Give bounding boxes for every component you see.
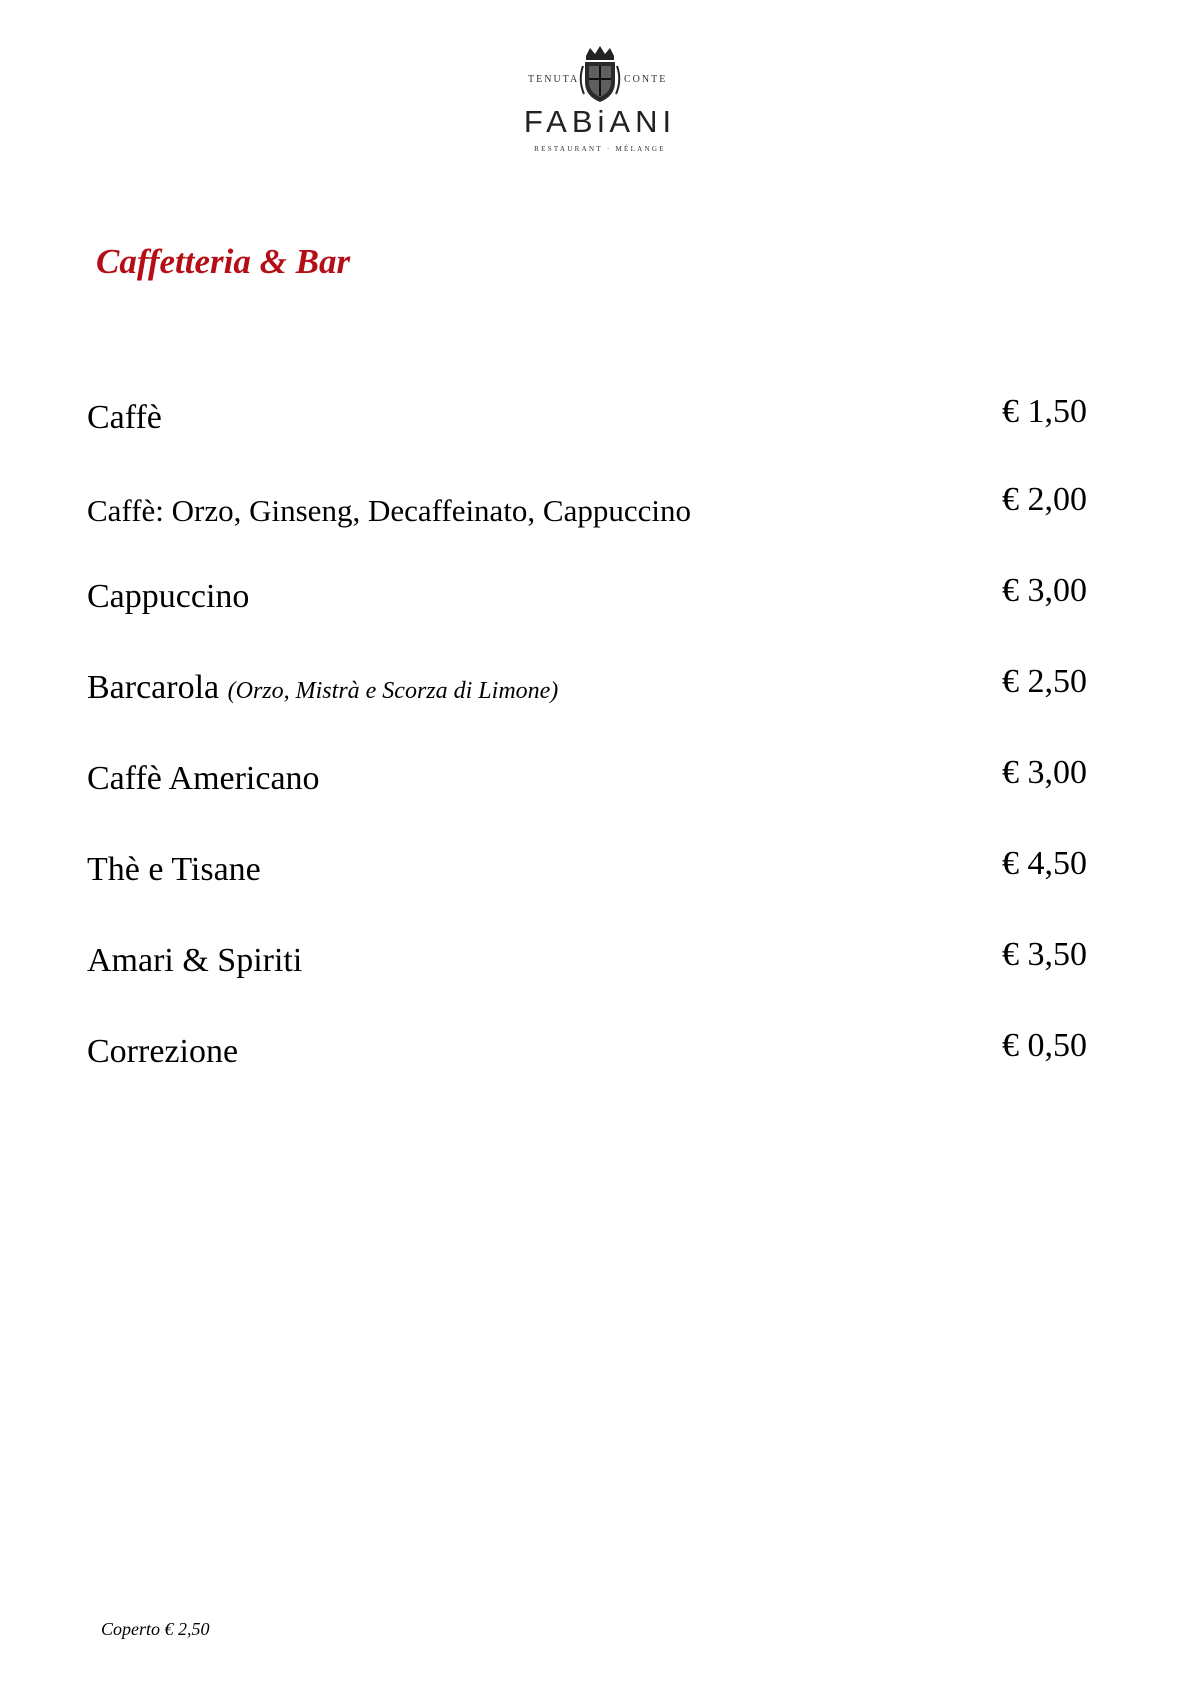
menu-item <box>87 754 1087 822</box>
menu-item-price: € 3,50 <box>1002 936 1087 973</box>
menu-item-name: Caffè Americano <box>87 760 320 797</box>
menu-item-name: Thè e Tisane <box>87 851 261 888</box>
logo-name: FABiANI <box>523 104 677 139</box>
menu-item-name: Caffè: Orzo, Ginseng, Decaffeinato, Cappuccino <box>87 493 692 528</box>
menu-item <box>87 1027 1087 1095</box>
restaurant-logo <box>510 46 690 158</box>
menu-item-price: € 3,00 <box>1002 572 1087 609</box>
menu-item-price: € 1,50 <box>1002 393 1087 430</box>
menu-item-name: Cappuccino <box>87 578 250 615</box>
logo-conte: CONTE <box>624 74 668 85</box>
section-title: Caffetteria & Bar <box>96 242 351 281</box>
menu-item <box>87 572 1087 640</box>
menu-item-name: Correzione <box>87 1033 239 1070</box>
menu-item-price: € 0,50 <box>1002 1027 1087 1064</box>
menu-item-price: € 2,50 <box>1002 663 1087 700</box>
menu-item <box>87 663 1087 731</box>
logo-subtitle: RESTAURANT · MÉLANGE <box>534 145 666 153</box>
menu-item <box>87 481 1087 549</box>
menu-item <box>87 845 1087 913</box>
logo-tenuta: TENUTA <box>528 74 580 85</box>
menu-item <box>87 393 1087 461</box>
menu-item-name: Caffè <box>87 399 162 436</box>
menu-item-name: Barcarola (Orzo, Mistrà e Scorza di Limone) <box>87 669 559 706</box>
coperto-note: Coperto € 2,50 <box>101 1619 210 1639</box>
crest-icon <box>578 46 622 104</box>
menu-item-price: € 2,00 <box>1002 481 1087 518</box>
menu-item-price: € 3,00 <box>1002 754 1087 791</box>
menu-item-price: € 4,50 <box>1002 845 1087 882</box>
menu-item <box>87 936 1087 1004</box>
menu-item-note: (Orzo, Mistrà e Scorza di Limone) <box>227 678 559 704</box>
menu-item-name: Amari & Spiriti <box>87 942 303 979</box>
